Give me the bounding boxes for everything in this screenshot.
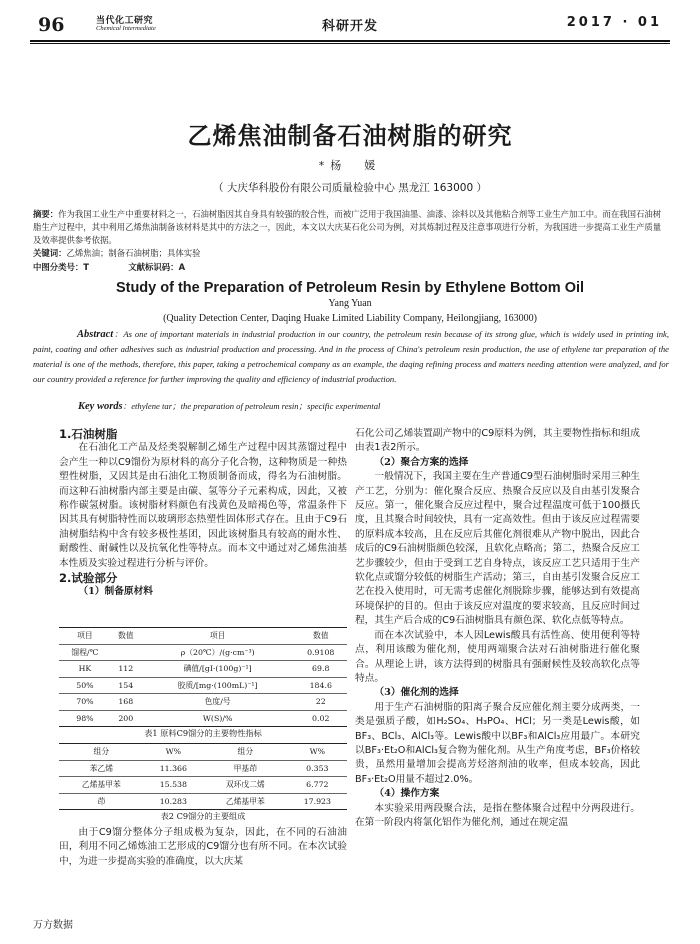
table-cell: 22 xyxy=(294,694,347,711)
table-cell: 17.923 xyxy=(288,793,347,810)
table2-caption: 表2 C9馏分的主要组成 xyxy=(160,811,246,821)
class-label: 中图分类号： xyxy=(33,262,84,272)
author-cn: *杨 媛 xyxy=(318,159,382,172)
table-cell: 10.283 xyxy=(144,793,203,810)
journal-name-cn: 当代化工研究 xyxy=(96,16,154,26)
table-row xyxy=(59,793,347,810)
table-cell: ρ（20℃）/(g·cm⁻³) xyxy=(141,644,295,661)
table1-caption: 表1 原料C9馏分的主要物性指标 xyxy=(144,728,262,738)
table-cell: 154 xyxy=(111,677,141,694)
article-title-en: Study of the Preparation of Petroleum Resin by Ethylene Bottom Oil xyxy=(115,280,585,296)
abstract-cn-label: 摘要： xyxy=(33,209,59,219)
paragraph-c9-source: 由于C9馏分整体分子组成极为复杂，因此，在不同的石油油田，利用不同乙烯炼油工艺形成的C9馏分也有所不同。在本次试验中，为进一步提高实验的准确度，以大庆某 xyxy=(59,827,347,867)
header-rule-thin xyxy=(30,43,670,44)
table-cell: W(S)/% xyxy=(141,710,295,727)
class-value: T xyxy=(83,262,89,272)
table-cell: 乙烯基甲苯 xyxy=(59,777,144,794)
doc-code-label: 文献标识码： xyxy=(128,262,179,272)
table-cell: 98% xyxy=(59,710,111,727)
table-cell: 碘值/[gI·(100g)⁻¹] xyxy=(141,661,295,678)
table-cell: 200 xyxy=(111,710,141,727)
footer-brand: 万方数据 xyxy=(33,920,73,931)
keywords-cn-label: 关键词： xyxy=(33,248,67,258)
left-column-bottom xyxy=(59,826,347,869)
left-column-top xyxy=(59,427,347,600)
table-header: 项目 xyxy=(59,628,111,645)
paragraph-lewis-acid: 而在本次试验中，本人因Lewis酸具有活性高、使用便利等特点，利用该酸为催化剂，使用两端聚合法对石油树脂进行催化聚合。从理论上讲，该方法得到的树脂具有强耐候性及较高软化点等特点。 xyxy=(355,629,640,684)
classification-line xyxy=(33,261,669,274)
heading-polymerization-scheme: （2）聚合方案的选择 xyxy=(374,456,469,468)
table-cell: 0.02 xyxy=(294,710,347,727)
paragraph-operation: 本实验采用两段聚合法，是指在整体聚合过程中分两段进行。在第一阶段内将氯化铝作为催化剂，通过在规定温 xyxy=(355,802,640,828)
table-cell: 11.366 xyxy=(144,760,203,777)
table-header: 组分 xyxy=(59,744,144,761)
keywords-en-text: ethylene tar；the preparation of petroleum resin；specific experimental xyxy=(131,401,381,411)
table-row xyxy=(59,760,347,777)
table-cell: 69.8 xyxy=(294,661,347,678)
affiliation-cn: （ 大庆华科股份有限公司质量检验中心 黑龙江 163000 ） xyxy=(213,182,487,194)
table-raw-material-properties xyxy=(59,627,347,727)
table-cell: 168 xyxy=(111,694,141,711)
abstract-en-text: As one of important materials in industrial production in our country, the petroleum resin because of its strong glue, which is widely used in printing ink, paint, coating and other adhesives such as industrial production and processing. And in the process of China's petroleum resin production, the use of ethylene tar preparation of the material is one of the methods, therefore, this paper, taking a petrochemical company as an example, the daqing refining process and matters needing attention were analyzed, and for our country provided a reference for further improving the quality and efficiency of industrial production. xyxy=(33,329,669,384)
table-cell: 双环戊二烯 xyxy=(203,777,288,794)
keywords-en: Key words：ethylene tar；the preparation of petroleum resin；specific experimental xyxy=(78,401,381,412)
author-en: Yang Yuan xyxy=(328,298,372,309)
table-header: 项目 xyxy=(141,628,295,645)
table-cell: 15.538 xyxy=(144,777,203,794)
table-header: 数值 xyxy=(294,628,347,645)
table-cell: 甲基茚 xyxy=(203,760,288,777)
right-column xyxy=(355,427,640,830)
table-header: W% xyxy=(288,744,347,761)
heading-raw-materials: （1）制备原材料 xyxy=(78,586,153,598)
table-cell: 184.6 xyxy=(294,677,347,694)
journal-name-en: Chemical Intermediate xyxy=(96,25,156,32)
heading-petroleum-resin: 1.石油树脂 xyxy=(59,427,118,441)
issue-label: 2017 · 01 xyxy=(566,15,662,30)
table-header: W% xyxy=(144,744,203,761)
article-title-cn: 乙烯焦油制备石油树脂的研究 xyxy=(187,122,513,150)
table-cell: 苯乙烯 xyxy=(59,760,144,777)
abstract-en: Abstract：As one of important materials in industrial production in our country, the petroleum resin because of its strong glue, which is widely used in printing ink, paint, coating and other adhesives such as industrial production and processing. And in the process of China's petroleum resin production, the use of ethylene tar preparation of the material is one of the methods, therefore, this paper, taking a petrochemical company as an example, the daqing refining process and matters needing attention were analyzed, and for our country provided a reference for further improving the quality and efficiency of industrial production. xyxy=(33,329,669,384)
header-rule xyxy=(30,40,670,42)
table-cell: 70% xyxy=(59,694,111,711)
section-title: 科研开发 xyxy=(321,19,378,34)
table-cell: 50% xyxy=(59,677,111,694)
table-cell: 胶质/[mg·(100mL)⁻¹] xyxy=(141,677,295,694)
table-cell: 0.9108 xyxy=(294,644,347,661)
paragraph-petroleum-resin: 在石油化工产品及烃类裂解制乙烯生产过程中因其蒸馏过程中会产生一种以C9馏份为原材料的高分子化合物，这种物质是一种热塑性树脂，又因其是由石油化工物质制备而成，得名为石油树脂。而这种石油树脂内部主要是由碳、氢等分子元素构成，因此，又被称作碳氢树脂。该树脂材料颜色有浅黄色及暗褐色等，常温条件下因其具有树脂特性而以玻璃形态热塑性固体形式存在。且由于C9石油树脂结构中含有较多极性基团，因此该树脂具有较高的耐水性、耐酸性、耐碱性以及抗氧化性等特点。而本文中通过对乙烯焦油基本性质及实验过程进行分析与评价。 xyxy=(59,442,347,569)
keywords-cn xyxy=(33,247,669,260)
table-row xyxy=(59,694,347,711)
table-cell: 茚 xyxy=(59,793,144,810)
table-cell: 6.772 xyxy=(288,777,347,794)
table-cell: 馏程/℃ xyxy=(59,644,111,661)
table-cell: 0.353 xyxy=(288,760,347,777)
heading-catalyst: （3）催化剂的选择 xyxy=(374,687,459,699)
table-row xyxy=(59,677,347,694)
page-number: 96 xyxy=(38,14,65,36)
abstract-cn-text: 作为我国工业生产中重要材料之一，石油树脂因其自身具有较强的胶合性，而被广泛用于我国油墨、油漆、涂料以及其他粘合剂等工业生产加工中。而在我国石油树脂生产过程中，其中利用乙烯焦油制备该材料是其中的方法之一，因此，本文以大庆某石化公司为例，对其炼制过程及注意事项进行分析，为我国进一步提高工业生产质量及效率提供参考依据。 xyxy=(33,209,662,245)
table-c9-composition xyxy=(59,743,347,810)
paragraph-catalyst: 用于生产石油树脂的阳离子聚合反应催化剂主要分成两类，一类是强质子酸，如H₂SO₄、H₃PO₄、HCl；另一类是Lewis酸，如BF₃、BCl₃、AlCl₃等。Lewis酸中以BF₃和AlCl₃应用最广。本研究以BF₃·Et₂O和AlCl₃复合物为催化剂。从生产角度考虑，BF₃价格较贵，虽然用量增加会提高芳烃溶剂油的收率，但成本较高，因此BF₃·Et₂O用量不超过2.0%。 xyxy=(355,701,640,785)
table-row xyxy=(59,777,347,794)
table-cell xyxy=(111,644,141,661)
abstract-en-label: Abstract xyxy=(77,329,114,340)
table-header: 组分 xyxy=(203,744,288,761)
keywords-en-label: Key words xyxy=(78,401,123,412)
table-cell: 112 xyxy=(111,661,141,678)
keywords-cn-text: 乙烯焦油；制备石油树脂；具体实验 xyxy=(66,248,201,258)
table-row xyxy=(59,661,347,678)
table-header: 数值 xyxy=(111,628,141,645)
table-row xyxy=(59,644,347,661)
doc-code-value: A xyxy=(178,262,186,272)
table-row xyxy=(59,710,347,727)
heading-operation: （4）操作方案 xyxy=(374,788,440,800)
heading-experiment: 2.试验部分 xyxy=(59,571,118,586)
paragraph-continuation: 石化公司乙烯装置副产物中的C9原料为例，其主要物性指标和组成由表1表2所示。 xyxy=(355,428,640,454)
table-cell: 色度/号 xyxy=(141,694,295,711)
abstract-cn xyxy=(33,208,669,247)
affiliation-en: (Quality Detection Center, Daqing Huake Limited Liability Company, Heilongjiang, 163000) xyxy=(163,313,537,324)
table-cell: HK xyxy=(59,661,111,678)
table-cell: 乙烯基甲苯 xyxy=(203,793,288,810)
paragraph-polymerization-scheme: 一般情况下，我国主要在生产普通C9型石油树脂时采用三种生产工艺，分别为：催化聚合反应、热聚合反应以及自由基引发聚合反应。第一，催化聚合反应过程中，聚合过程温度可低于100摄氏度，且其聚合时间较快，具有一定高效性。但由于该反应过程需要的原料成本较高，且在反应后其催化剂很难从产物中脱出，因此合成后的C9石油树脂颜色较深，且软化点略高；第二，热聚合反应工艺步骤较少，但由于受到工艺自身特点，该反应工艺只适用于生产软化点或馏分较低的树脂生产活动；第三，自由基引发聚合反应工艺在投入使用时，可无需考虑催化剂脱除步骤，能够达到有效提高环境保护的目的。但由于该反应对温度的要求较高，且反应时间过程，其生产后合成的C9石油树脂具有颜色深、软化点低等特点。 xyxy=(355,471,640,627)
